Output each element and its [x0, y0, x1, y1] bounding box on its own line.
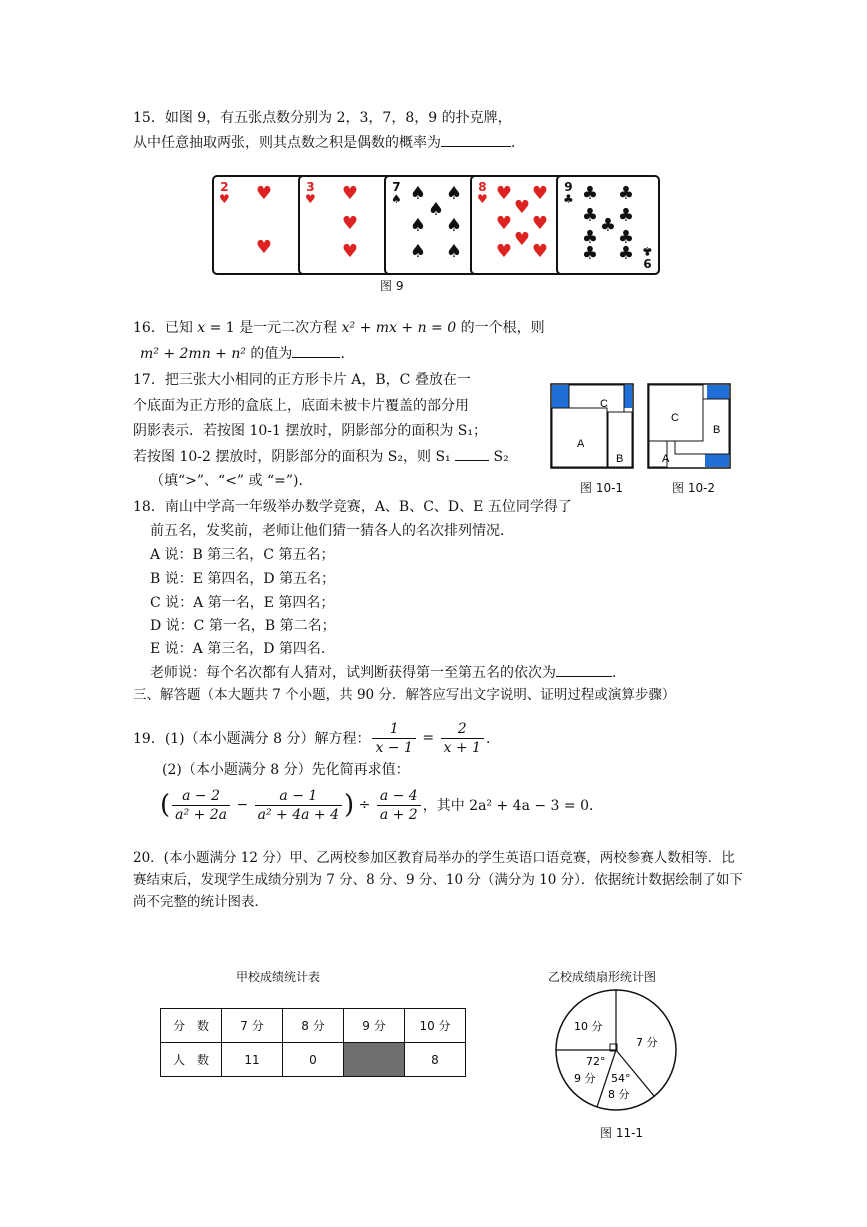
table-header-row — [161, 1009, 466, 1043]
q16-answer-blank — [292, 343, 340, 358]
spade-icon: ♠ — [445, 183, 463, 204]
q19-rparen: ) — [344, 790, 355, 820]
table-cell: 人 数 — [161, 1043, 222, 1077]
school-a-score-table — [160, 1008, 466, 1077]
q16-line1 — [133, 318, 545, 338]
fig10-1-letter-b: B — [616, 453, 624, 465]
heart-icon: ♥ — [531, 183, 549, 204]
table-header-cell: 10 分 — [405, 1009, 466, 1043]
card-rank: 8 ♥ — [477, 180, 488, 206]
school-b-pie-chart — [554, 988, 686, 1112]
q17-line4b: S₂ — [489, 449, 509, 465]
q16-var-x: x — [197, 320, 206, 336]
q19-part1 — [133, 716, 500, 760]
q15-answer-blank — [441, 132, 511, 147]
fig10-2-shade-bottom — [705, 454, 729, 467]
q17-line2: 个底面为正方形的盒底上，底面未被卡片覆盖的部分用 — [133, 398, 469, 414]
heart-icon: ♥ — [341, 183, 359, 204]
spade-icon: ♠ — [409, 241, 427, 262]
table-header-cell: 8 分 — [283, 1009, 344, 1043]
heart-icon: ♥ — [341, 241, 359, 262]
table-cell: 8 — [405, 1043, 466, 1077]
q19-frac-g1-den: a² + 2a — [175, 806, 227, 823]
q18-teacher — [150, 662, 626, 683]
q15-line1: 15．如图 9，有五张点数分别为 2，3，7，8，9 的扑克牌， — [133, 110, 512, 126]
q19-frac-2-num: 2 — [441, 720, 484, 739]
spade-icon: ♠ — [409, 215, 427, 236]
q19-lparen: ( — [160, 790, 171, 820]
q17-line5: （填“>”、“<” 或 “=”)． — [150, 473, 313, 489]
fig10-2-diagram — [647, 383, 731, 469]
q19-frac-g1-num: a − 2 — [172, 787, 230, 806]
fig10-1-diagram — [550, 383, 634, 469]
pie-title: 乙校成绩扇形统计图 — [548, 970, 657, 984]
q19-condition: ，其中 2a² + 4a − 3 = 0． — [422, 798, 603, 814]
fig10-1-label: 图 10-1 — [580, 481, 624, 495]
club-icon: ♣ — [617, 227, 635, 248]
fig11-1-label: 图 11-1 — [600, 1126, 644, 1140]
spade-icon: ♠ — [427, 199, 445, 220]
q19-frac-g2-num: a − 1 — [255, 787, 342, 806]
q20-line1: 20．(本小题满分 12 分）甲、乙两校参加区教育局举办的学生英语口语竞赛，两校参赛人数相等．比 — [133, 850, 735, 866]
heart-icon: ♥ — [531, 213, 549, 234]
table-cell: 11 — [222, 1043, 283, 1077]
q19-minus: − — [232, 797, 253, 813]
club-icon: ♣ — [581, 243, 599, 264]
heart-icon: ♥ — [513, 229, 531, 250]
club-icon: ♣ — [617, 205, 635, 226]
q18-guess-e: E 说：A 第三名，D 第四名． — [150, 641, 335, 657]
club-icon: ♣ — [581, 227, 599, 248]
q19-frac-g3-num: a − 4 — [377, 787, 421, 806]
q19-frac-g3 — [377, 787, 421, 824]
heart-icon: ♥ — [531, 241, 549, 262]
q20-line3: 尚不完整的统计图表． — [133, 894, 268, 910]
q19-frac-g1 — [172, 787, 230, 824]
fig10-2-label: 图 10-2 — [672, 481, 716, 495]
card-rank: 3 ♥ — [305, 180, 316, 206]
q16-value-of: 的值为 — [245, 346, 293, 362]
q16-equation: x² + mx + n = 0 — [341, 320, 457, 336]
q16-end: ． — [340, 346, 355, 362]
q19-frac-g2 — [255, 787, 342, 824]
q19-frac-g2-den: a² + 4a + 4 — [257, 806, 340, 823]
section3-heading: 三、解答题（本大题共 7 个小题，共 90 分．解答应写出文字说明、证明过程或演算步骤） — [133, 687, 676, 703]
q19-p1-text: 19．(1)（本小题满分 8 分）解方程： — [133, 731, 371, 747]
q15-text: 从中任意抽取两张，则其点数之积是偶数的概率为 — [133, 135, 441, 151]
card-rank: 7 ♠ — [391, 180, 402, 206]
spade-icon: ♠ — [445, 241, 463, 262]
pie-label-54deg: 54° — [611, 1072, 631, 1085]
q17-line4a: 若按图 10-2 摆放时，阴影部分的面积为 S₂，则 S₁ — [133, 449, 456, 465]
q19-frac-2 — [441, 720, 484, 757]
fig10-2-shade-top — [707, 385, 729, 399]
pie-label-9: 9 分 — [574, 1072, 596, 1085]
fig10-1-letter-c: C — [600, 398, 608, 410]
spade-icon: ♠ — [409, 183, 427, 204]
table-cell-hidden — [344, 1043, 405, 1077]
club-icon: ♣ — [599, 215, 617, 236]
heart-icon: ♥ — [341, 213, 359, 234]
fig9-label: 图 9 — [380, 279, 404, 293]
spade-icon: ♠ — [445, 215, 463, 236]
q18-line1: 18．南山中学高一年级举办数学竞赛，A、B、C、D、E 五位同学得了 — [133, 499, 572, 515]
table-header-cell: 7 分 — [222, 1009, 283, 1043]
q19-eq: = — [417, 730, 439, 746]
club-icon: ♣ — [617, 243, 635, 264]
q19-frac-1 — [372, 720, 415, 757]
q16-suffix: 的一个根，则 — [456, 320, 545, 336]
card-rank-inverted: 9 ♣ — [642, 244, 653, 270]
pie-label-10: 10 分 — [574, 1020, 603, 1033]
fig10-1-shade-left — [552, 385, 569, 408]
table-cell: 0 — [283, 1043, 344, 1077]
q18-teacher-text: 老师说：每个名次都有人猜对，试判断获得第一至第五名的依次为 — [150, 665, 556, 681]
q17-answer-blank — [455, 446, 489, 461]
card-rank: 2 ♥ — [219, 180, 230, 206]
fig10-2-letter-b: B — [713, 424, 721, 436]
table-title: 甲校成绩统计表 — [236, 970, 321, 984]
fig10-2-letter-c: C — [671, 412, 679, 424]
q17-line1: 17．把三张大小相同的正方形卡片 A，B，C 叠放在一 — [133, 372, 471, 388]
q16-expr: m² + 2mn + n² — [140, 346, 246, 362]
fig10-2-letter-a: A — [662, 453, 670, 465]
q18-guess-a: A 说：B 第三名，C 第五名； — [150, 547, 335, 563]
q17-line4 — [133, 446, 509, 467]
q15-end: ． — [511, 135, 525, 151]
q19-p1-end: ． — [485, 731, 500, 747]
q17-line3: 阴影表示．若按图 10-1 摆放时，阴影部分的面积为 S₁； — [133, 423, 488, 439]
q18-guess-b: B 说：E 第四名，D 第五名； — [150, 571, 336, 587]
q16-line2 — [140, 343, 354, 364]
heart-icon: ♥ — [495, 183, 513, 204]
heart-icon: ♥ — [495, 213, 513, 234]
q19-div: ÷ — [354, 797, 375, 813]
q20-line2: 赛结束后，发现学生成绩分别为 7 分、8 分、9 分、10 分（满分为 10 分）．依据统计数据绘制了如下 — [133, 872, 743, 888]
card-rank: 9 ♣ — [563, 180, 574, 206]
table-header-cell: 9 分 — [344, 1009, 405, 1043]
pie-label-7: 7 分 — [636, 1036, 658, 1049]
q18-answer-blank — [556, 662, 612, 677]
q19-frac-1-den: x − 1 — [375, 739, 413, 756]
q18-guess-d: D 说：C 第一名，B 第二名； — [150, 618, 336, 634]
club-icon: ♣ — [581, 205, 599, 226]
fig10-1-letter-a: A — [577, 438, 585, 450]
q19-frac-1-num: 1 — [372, 720, 415, 739]
q16-eq-one: = 1 是一元二次方程 — [205, 320, 342, 336]
pie-label-8: 8 分 — [608, 1088, 630, 1101]
q18-line2: 前五名，发奖前，老师让他们猜一猜各人的名次排列情况． — [150, 523, 514, 539]
q15-line2 — [133, 132, 525, 153]
heart-icon: ♥ — [255, 183, 273, 204]
club-icon: ♣ — [617, 183, 635, 204]
q19-part2: (2)（本小题满分 8 分）先化简再求值： — [162, 762, 410, 778]
heart-icon: ♥ — [513, 197, 531, 218]
playing-card — [556, 175, 660, 275]
q16-prefix: 16．已知 — [133, 320, 198, 336]
heart-icon: ♥ — [255, 237, 273, 258]
q18-end: ． — [612, 665, 626, 681]
q19-expression — [160, 782, 603, 828]
table-header-cell: 分 数 — [161, 1009, 222, 1043]
table-row — [161, 1043, 466, 1077]
q18-guess-c: C 说：A 第一名，E 第四名； — [150, 595, 335, 611]
q19-frac-g3-den: a + 2 — [379, 806, 418, 823]
heart-icon: ♥ — [495, 241, 513, 262]
club-icon: ♣ — [581, 183, 599, 204]
q19-frac-2-den: x + 1 — [443, 739, 481, 756]
pie-label-72deg: 72° — [586, 1055, 606, 1068]
